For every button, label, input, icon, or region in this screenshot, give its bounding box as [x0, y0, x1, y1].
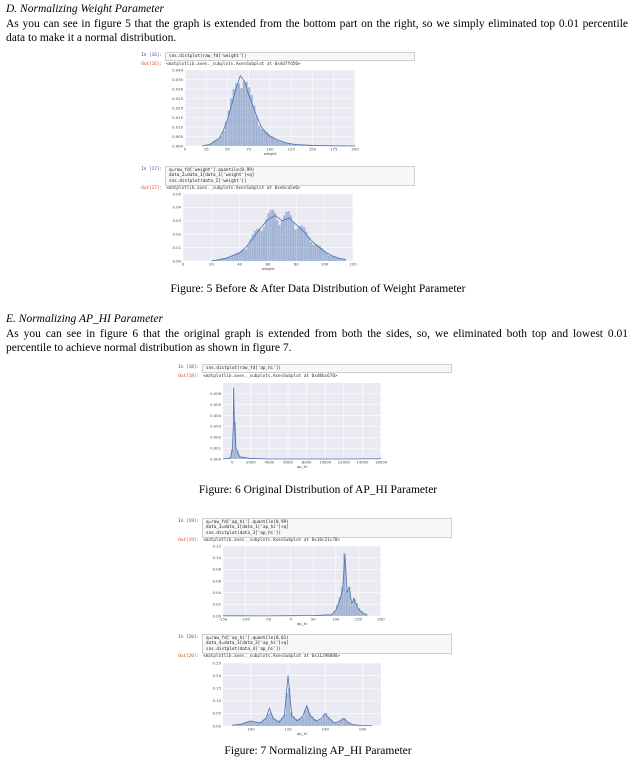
section-paragraph-d: As you can see in figure 5 that the graph is extended from the bottom part on the right, so we simply eliminated top 0.01 percentile data to make it a normal distribution.: [6, 18, 628, 44]
y-tick-label: 0.004: [210, 412, 221, 418]
y-tick-label: 0.05: [212, 710, 221, 716]
chart-ap-hi-top-removed: [203, 543, 385, 632]
histogram-bar: [297, 228, 299, 261]
x-tick-label: 4000: [264, 459, 275, 465]
histogram-bar: [321, 719, 323, 726]
y-tick-label: 0.020: [172, 105, 183, 111]
y-tick-label: 0.006: [210, 391, 221, 397]
x-tick-label: 60: [265, 261, 271, 267]
y-tick-label: 0.040: [172, 67, 183, 73]
histogram-bar: [247, 245, 249, 261]
chart-weight-before: [165, 67, 359, 162]
code-line: q=raw_fd['weight'].quantile(0.99): [169, 168, 255, 173]
y-tick-label: 0.25: [212, 660, 221, 666]
histogram-bar: [351, 605, 353, 616]
histogram-bar: [310, 242, 312, 261]
y-tick-label: 0.003: [210, 423, 221, 429]
x-tick-label: -100: [241, 616, 250, 622]
histogram-bar: [263, 227, 265, 261]
histogram-bar: [222, 131, 224, 146]
x-tick-label: 200: [351, 146, 359, 152]
x-tick-label: 175: [330, 146, 338, 152]
input-prompt: In [17]:: [141, 167, 162, 172]
histogram-bar: [281, 221, 283, 261]
input-prompt: In [18]:: [178, 365, 199, 370]
x-tick-label: 14000: [356, 459, 369, 465]
chart-ap-hi-original: [203, 383, 388, 475]
histogram-bar: [273, 138, 275, 146]
output-text: <matplotlib.axes._subplots.AxesSubplot at 0x4d7fd50>: [166, 62, 301, 67]
y-tick-label: 0.00: [212, 723, 221, 729]
histogram-bar: [318, 720, 320, 726]
code-line: sns.distplot(data_4['ap_hi']): [206, 646, 282, 652]
section-paragraph-e: As you can see in figure 6 that the original graph is extended from both the sides, so, we eliminated both top and lowest 0.01 percentile to achieve normal distribution as shown in figure 7.: [6, 328, 628, 354]
x-tick-label: 100: [266, 146, 274, 152]
y-tick-label: 0.04: [212, 589, 221, 595]
x-tick-label: 120: [349, 261, 357, 267]
x-tick-label: 0: [183, 146, 187, 152]
output-prompt: Out[17]:: [141, 186, 162, 191]
histogram-bar: [290, 215, 292, 261]
histogram-bar: [279, 141, 281, 146]
histogram-bar: [220, 136, 222, 146]
y-tick-label: 0.06: [212, 578, 221, 584]
code-line: sns.distplot(raw_fd['ap_hi']): [206, 366, 282, 371]
x-tick-label: 25: [203, 146, 209, 152]
output-prompt: Out[18]:: [178, 374, 199, 379]
x-tick-label: 20: [208, 261, 214, 267]
output-prompt: Out[16]:: [141, 62, 162, 67]
x-tick-label: 100: [332, 616, 340, 622]
histogram-bar: [326, 253, 328, 261]
y-tick-label: 0.03: [172, 218, 181, 224]
x-tick-label: 6000: [283, 459, 293, 465]
histogram-bar: [276, 220, 278, 261]
y-tick-label: 0.01: [172, 244, 181, 250]
y-tick-label: 0.02: [172, 231, 181, 237]
x-axis-label: ap_hi: [296, 464, 308, 469]
x-tick-label: 200: [377, 616, 385, 622]
x-tick-label: 120: [284, 726, 292, 732]
histogram-bar: [292, 222, 294, 261]
histogram-bar: [251, 722, 253, 726]
chart-weight-after: [165, 191, 357, 276]
y-tick-label: 0.08: [212, 566, 221, 572]
histogram-bar: [346, 590, 348, 616]
x-tick-label: 125: [287, 146, 295, 152]
histogram-bar: [265, 219, 267, 261]
histogram-bar: [279, 225, 281, 261]
y-tick-label: 0.025: [172, 95, 183, 101]
plot-area: [223, 383, 381, 459]
output-prompt: Out[20]:: [178, 654, 199, 659]
y-tick-label: 0.005: [172, 133, 183, 139]
histogram-bar: [269, 712, 271, 726]
histogram-bar: [227, 258, 229, 261]
y-tick-label: 0.002: [210, 434, 221, 440]
y-tick-label: 0.20: [212, 672, 221, 678]
histogram-bar: [256, 116, 258, 146]
x-tick-label: 0: [289, 616, 292, 622]
x-tick-label: 0: [231, 459, 234, 465]
y-tick-label: 0.035: [172, 76, 183, 82]
y-tick-label: 0.00: [172, 258, 181, 264]
output-text: <matplotlib.axes._subplots.AxesSubplot at 0xebca5e0>: [166, 186, 301, 191]
code-line: sns.distplot(raw_fd['weight']): [169, 54, 247, 59]
histogram-bar: [274, 213, 276, 261]
code-line: q=raw_fd['ap_hi'].quantile(0.01): [206, 636, 289, 641]
histogram-bar: [328, 255, 330, 261]
histogram-bar: [302, 717, 304, 726]
histogram-bar: [258, 229, 260, 261]
section-heading-e: E. Normalizing AP_HI Parameter: [6, 313, 163, 325]
histogram-bar: [339, 721, 341, 726]
histogram-bar: [283, 215, 285, 261]
y-tick-label: 0.10: [212, 554, 221, 560]
input-prompt: In [19]:: [178, 519, 199, 524]
x-tick-label: 0: [181, 261, 185, 267]
output-text: <matplotlib.axes._subplots.AxesSubplot at 0x11298880>: [203, 654, 341, 659]
y-tick-label: 0.010: [172, 124, 183, 130]
code-input[interactable]: [202, 634, 452, 654]
section-heading-d: D. Normalizing Weight Parameter: [6, 3, 165, 15]
histogram-bar: [294, 230, 296, 261]
histogram-bar: [330, 256, 332, 261]
x-tick-label: 160: [358, 726, 367, 732]
histogram-bar: [245, 249, 247, 261]
histogram-bar: [308, 237, 310, 261]
x-axis-label: weight: [263, 151, 277, 156]
x-tick-label: 100: [321, 261, 329, 267]
y-tick-label: 0.005: [210, 402, 221, 408]
code-line: sns.distplot(data_3['ap_hi']): [206, 530, 282, 536]
input-prompt: In [16]:: [141, 53, 162, 58]
figure-caption-5: Figure: 5 Before & After Data Distribution of Weight Parameter: [170, 283, 466, 295]
x-tick-label: 140: [321, 726, 329, 732]
output-text: <matplotlib.axes._subplots.AxesSubplot at 0x10c21c70>: [203, 538, 341, 543]
x-tick-label: 50: [310, 616, 316, 622]
histogram-bar: [337, 722, 339, 726]
x-axis-label: ap_hi: [296, 731, 308, 736]
input-prompt: In [20]:: [178, 635, 199, 640]
x-tick-label: 150: [308, 146, 317, 152]
code-input[interactable]: [202, 518, 452, 538]
y-tick-label: 0.000: [210, 456, 221, 462]
y-tick-label: 0.030: [172, 86, 183, 92]
x-tick-label: 16000: [374, 459, 388, 465]
x-tick-label: 50: [225, 146, 230, 152]
histogram-bar: [261, 231, 263, 261]
y-tick-label: 0.05: [172, 191, 181, 197]
y-tick-label: 0.12: [212, 543, 221, 549]
y-tick-label: 0.15: [212, 685, 221, 691]
y-tick-label: 0.000: [172, 143, 183, 149]
code-input[interactable]: [202, 364, 452, 373]
x-tick-label: 2000: [246, 459, 256, 465]
histogram-bar: [315, 244, 317, 261]
y-tick-label: 0.00: [212, 613, 221, 619]
x-tick-label: 40: [237, 261, 243, 267]
histogram-bar: [258, 126, 260, 146]
x-tick-label: 12000: [337, 459, 350, 465]
histogram-bar: [299, 226, 301, 261]
code-input[interactable]: [165, 166, 415, 186]
histogram-bar: [249, 722, 251, 726]
y-tick-label: 0.015: [172, 114, 183, 120]
code-line: data_3=data_1[data_1['ap_hi']<q]: [206, 525, 289, 531]
x-tick-label: 150: [354, 616, 363, 622]
code-line: q=raw_fd['ap_hi'].quantile(0.99): [206, 520, 289, 525]
code-input[interactable]: [165, 52, 415, 61]
x-tick-label: -150: [218, 616, 228, 622]
histogram-bar: [267, 714, 269, 726]
x-tick-label: 10000: [319, 459, 332, 465]
histogram-bar: [300, 718, 302, 726]
histogram-bar: [253, 722, 255, 726]
code-line: sns.distplot(data_2['weight']): [169, 178, 247, 184]
histogram-bar: [243, 81, 245, 146]
x-tick-label: 8000: [301, 459, 312, 465]
histogram-bar: [312, 245, 314, 261]
histogram-bar: [240, 88, 242, 146]
histogram-bar: [261, 129, 263, 146]
y-tick-label: 0.001: [210, 445, 221, 451]
output-prompt: Out[19]:: [178, 538, 199, 543]
chart-ap-hi-normalized: [203, 660, 381, 741]
histogram-bar: [276, 140, 278, 146]
figure-caption-7: Figure: 7 Normalizing AP_HI Parameter: [224, 745, 412, 757]
output-text: <matplotlib.axes._subplots.AxesSubplot at 0xd8bc670>: [203, 374, 338, 379]
x-tick-label: 75: [246, 146, 252, 152]
x-tick-label: 80: [293, 261, 299, 267]
histogram-bar: [229, 257, 231, 261]
x-axis-label: weight: [261, 266, 275, 271]
histogram-bar: [243, 249, 245, 261]
code-line: data_4=data_3[data_3['ap_hi']>q]: [206, 641, 289, 647]
x-tick-label: -50: [265, 616, 272, 622]
y-tick-label: 0.02: [212, 601, 221, 607]
histogram-bar: [238, 83, 240, 146]
figure-caption-6: Figure: 6 Original Distribution of AP_HI Parameter: [198, 484, 438, 496]
y-tick-label: 0.10: [212, 698, 221, 704]
histogram-bar: [235, 83, 237, 146]
y-tick-label: 0.04: [172, 204, 181, 210]
x-axis-label: ap_hi: [296, 621, 308, 626]
x-tick-label: 100: [247, 726, 255, 732]
code-line: data_2=data_1[data_1['weight']<q]: [169, 173, 255, 179]
